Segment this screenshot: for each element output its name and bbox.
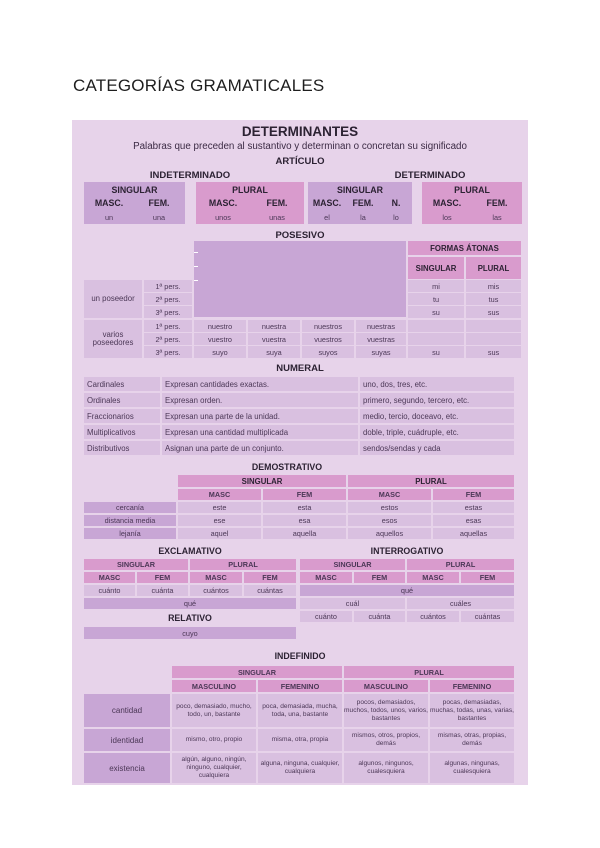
excl-masc-label: MASC — [190, 572, 242, 583]
indef-value: misma, otra, propia — [258, 729, 342, 751]
indef-value: poco, demasiado, mucho, todo, un, bastante — [172, 694, 256, 727]
indeterminado-plural-box — [196, 182, 304, 224]
posesivo-title: POSESIVO — [275, 230, 325, 241]
excl-masc-label: MASC — [84, 572, 135, 583]
tonica-value: vuestros — [302, 333, 354, 345]
demo-value: esas — [433, 515, 514, 526]
tonica-value: suyas — [356, 346, 406, 358]
det-sing-fem-label: FEM. — [352, 198, 374, 208]
det-sing-masc-label: MASC. — [312, 198, 342, 208]
interr-fem-label: FEM — [461, 572, 514, 583]
indef-value: algún, alguno, ningún, ninguno, cualquier, cualquiera — [172, 753, 256, 783]
numeral-title: NUMERAL — [276, 363, 324, 374]
tonica-value: vuestro — [194, 333, 246, 345]
demo-masc-label: MASC — [348, 489, 431, 500]
demo-value: esta — [263, 502, 346, 513]
demo-value: esos — [348, 515, 431, 526]
interr-plural-label: PLURAL — [407, 559, 514, 570]
person-label: 3ª pers. — [144, 306, 192, 318]
divider — [194, 252, 198, 253]
indef-type-label: existencia — [84, 753, 170, 783]
tonica-value: vuestra — [248, 333, 300, 345]
numeral-type: Cardinales — [84, 377, 160, 391]
atona-value: mi — [408, 280, 464, 292]
atona-value — [408, 320, 464, 332]
indef-value: alguna, ninguna, cualquier, cualquiera — [258, 753, 342, 783]
interr-singular-label: SINGULAR — [300, 559, 405, 570]
articulo-value: unos — [215, 212, 231, 222]
indef-femenino-label: FEMENINO — [430, 680, 514, 692]
demo-value: ese — [178, 515, 261, 526]
numeral-examples: uno, dos, tres, etc. — [360, 377, 514, 391]
atona-value — [466, 320, 521, 332]
articulo-value: las — [492, 212, 502, 222]
demo-value: aquella — [263, 528, 346, 539]
articulo-value: un — [104, 212, 114, 222]
demo-value: este — [178, 502, 261, 513]
numeral-desc: Expresan una parte de la unidad. — [162, 409, 358, 423]
indefinido-title: INDEFINIDO — [274, 651, 326, 661]
numeral-examples: primero, segundo, tercero, etc. — [360, 393, 514, 407]
indet-plural-label: PLURAL — [232, 185, 268, 195]
demo-masc-label: MASC — [178, 489, 261, 500]
numeral-type: Ordinales — [84, 393, 160, 407]
atona-value: su — [408, 346, 464, 358]
demo-fem-label: FEM — [263, 489, 346, 500]
interr-value: cuánta — [354, 611, 405, 622]
indef-value: poca, demasiada, mucha, toda, una, bastante — [258, 694, 342, 727]
articulo-value: una — [152, 212, 166, 222]
atona-value: mis — [466, 280, 521, 292]
articulo-value: unas — [269, 212, 285, 222]
atonas-singular-header — [408, 257, 464, 279]
person-label: 3ª pers. — [144, 346, 192, 358]
indef-singular-label: SINGULAR — [172, 666, 342, 678]
atona-value: su — [408, 306, 464, 318]
indef-value: mismo, otro, propio — [172, 729, 256, 751]
indef-masculino-label: MASCULINO — [344, 680, 428, 692]
relativo-title: RELATIVO — [168, 613, 212, 623]
atona-value: tu — [408, 293, 464, 305]
interr-cual: cuál — [300, 598, 405, 609]
indef-value: mismas, otras, propias, demás — [430, 729, 514, 751]
atona-value — [466, 333, 521, 345]
numeral-desc: Expresan cantidades exactas. — [162, 377, 358, 391]
demo-distance-label: cercanía — [84, 502, 176, 513]
excl-fem-label: FEM — [137, 572, 188, 583]
exclamativo-title: EXCLAMATIVO — [158, 546, 222, 556]
divider — [194, 266, 198, 267]
tonica-value: vuestras — [356, 333, 406, 345]
tonica-value: suya — [248, 346, 300, 358]
person-label: 2ª pers. — [144, 293, 192, 305]
indet-sing-masc-label: MASC. — [94, 198, 124, 208]
indef-plural-label: PLURAL — [344, 666, 514, 678]
demo-singular-label: SINGULAR — [241, 477, 283, 486]
det-singular-label: SINGULAR — [337, 185, 383, 195]
demo-fem-label: FEM — [433, 489, 514, 500]
indeterminado-label: INDETERMINADO — [149, 170, 231, 181]
determinado-plural-box — [422, 182, 522, 224]
determinado-singular-box — [308, 182, 412, 224]
divider — [194, 280, 198, 281]
excl-value: cuánto — [84, 585, 135, 596]
tonica-value: nuestra — [248, 320, 300, 332]
un-poseedor-label: un poseedor — [84, 280, 142, 318]
interrogativo-title: INTERROGATIVO — [370, 546, 444, 556]
demo-value: aquellas — [433, 528, 514, 539]
formas-atonas-header — [408, 241, 521, 255]
indef-value: algunas, ningunas, cualesquiera — [430, 753, 514, 783]
atonas-plural-label: PLURAL — [477, 264, 510, 273]
tonica-value: nuestras — [356, 320, 406, 332]
demo-value: aquellos — [348, 528, 431, 539]
demo-value: estas — [433, 502, 514, 513]
determinantes-title: DETERMINANTES — [241, 124, 359, 139]
numeral-examples: medio, tercio, doceavo, etc. — [360, 409, 514, 423]
indef-value: mismos, otros, propios, demás — [344, 729, 428, 751]
indeterminado-singular-box — [84, 182, 185, 224]
indef-type-label: cantidad — [84, 694, 170, 727]
interr-value: cuántos — [407, 611, 459, 622]
interr-masc-label: MASC — [300, 572, 352, 583]
person-label: 1ª pers. — [144, 320, 192, 332]
excl-value: cuánta — [137, 585, 188, 596]
indef-value: pocos, demasiados, muchos, todos, unos, varios, bastantes — [344, 694, 428, 727]
interr-value: cuánto — [300, 611, 352, 622]
det-plu-fem-label: FEM. — [486, 198, 508, 208]
interr-cuales: cuáles — [407, 598, 514, 609]
tonica-value: suyo — [194, 346, 246, 358]
atona-value: sus — [466, 346, 521, 358]
determinantes-subtitle: Palabras que preceden al sustantivo y determinan o concretan su significado — [133, 141, 467, 152]
numeral-desc: Expresan una cantidad multiplicada — [162, 425, 358, 439]
demo-value: estos — [348, 502, 431, 513]
atonas-singular-label: SINGULAR — [415, 264, 457, 273]
indet-singular-label: SINGULAR — [111, 185, 158, 195]
det-plural-label: PLURAL — [454, 185, 490, 195]
det-sing-n-label: N. — [391, 198, 401, 208]
relativo-value: cuyo — [84, 627, 296, 639]
indet-plu-masc-label: MASC. — [208, 198, 238, 208]
excl-value: cuántos — [190, 585, 242, 596]
varios-poseedores-label: varios poseedores — [84, 320, 142, 358]
atonas-plural-header — [466, 257, 521, 279]
numeral-examples: doble, triple, cuádruple, etc. — [360, 425, 514, 439]
determinantes-sheet — [72, 120, 528, 785]
atona-value — [408, 333, 464, 345]
demo-value: esa — [263, 515, 346, 526]
indef-femenino-label: FEMENINO — [258, 680, 342, 692]
tonica-value: nuestro — [194, 320, 246, 332]
interr-fem-label: FEM — [354, 572, 405, 583]
articulo-value: los — [442, 212, 452, 222]
excl-fem-label: FEM — [244, 572, 296, 583]
atona-value: tus — [466, 293, 521, 305]
demo-value: aquel — [178, 528, 261, 539]
indef-value: pocas, demasiadas, muchas, todas, unas, varias, bastantes — [430, 694, 514, 727]
numeral-type: Distributivos — [84, 441, 160, 455]
demostrativo-title: DEMOSTRATIVO — [251, 462, 323, 472]
demo-distance-label: lejanía — [84, 528, 176, 539]
articulo-value: el — [324, 212, 330, 222]
excl-plural-label: PLURAL — [190, 559, 296, 570]
numeral-type: Multiplicativos — [84, 425, 160, 439]
excl-value: cuántas — [244, 585, 296, 596]
demo-singular-header — [178, 475, 346, 487]
posesivo-tonicas-area — [194, 241, 406, 317]
det-plu-masc-label: MASC. — [432, 198, 462, 208]
indet-sing-fem-label: FEM. — [148, 198, 170, 208]
indef-value: algunos, ningunos, cualesquiera — [344, 753, 428, 783]
person-label: 2ª pers. — [144, 333, 192, 345]
person-label: 1ª pers. — [144, 280, 192, 292]
numeral-desc: Asignan una parte de un conjunto. — [162, 441, 358, 455]
formas-atonas-label: FORMAS ÁTONAS — [430, 244, 499, 253]
articulo-title: ARTÍCULO — [275, 156, 325, 167]
demo-plural-label: PLURAL — [415, 477, 447, 486]
numeral-desc: Expresan orden. — [162, 393, 358, 407]
articulo-value: la — [360, 212, 366, 222]
numeral-type: Fraccionarios — [84, 409, 160, 423]
interr-que: qué — [300, 585, 514, 596]
excl-singular-label: SINGULAR — [84, 559, 188, 570]
tonica-value: suyos — [302, 346, 354, 358]
indef-masculino-label: MASCULINO — [172, 680, 256, 692]
excl-que: qué — [84, 598, 296, 609]
indef-type-label: identidad — [84, 729, 170, 751]
atona-value: sus — [466, 306, 521, 318]
articulo-value: lo — [393, 212, 399, 222]
interr-value: cuántas — [461, 611, 514, 622]
page-title: CATEGORÍAS GRAMATICALES — [73, 76, 325, 95]
numeral-examples: sendos/sendas y cada — [360, 441, 514, 455]
demo-plural-header — [348, 475, 514, 487]
indet-plu-fem-label: FEM. — [266, 198, 288, 208]
interr-masc-label: MASC — [407, 572, 459, 583]
demo-distance-label: distancia media — [84, 515, 176, 526]
determinado-label: DETERMINADO — [394, 170, 466, 181]
tonica-value: nuestros — [302, 320, 354, 332]
